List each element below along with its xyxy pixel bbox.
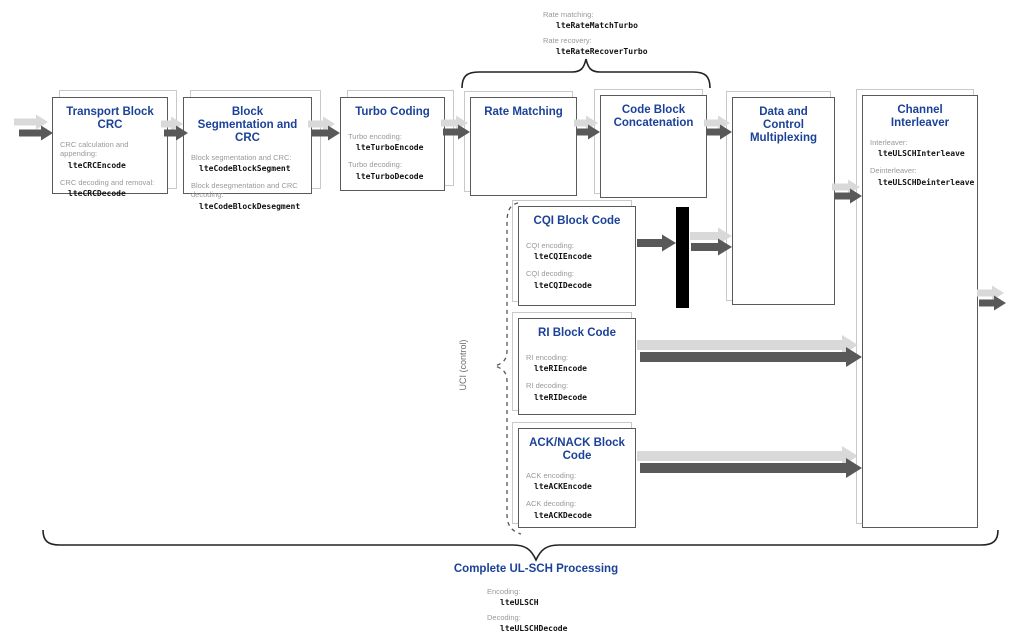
entry-label: Interleaver: <box>870 137 908 147</box>
entry-code: lteACKEncode <box>534 482 592 492</box>
entry-label: Turbo encoding: <box>348 131 402 141</box>
block-ri <box>518 318 636 415</box>
output-arrow-dark <box>979 296 1006 311</box>
block-cqi <box>518 206 636 306</box>
decoding-code: lteULSCHDecode <box>500 623 568 633</box>
block-turbo-coding <box>340 97 445 191</box>
entry-label: CRC decoding and removal: <box>60 177 155 187</box>
block-title: Data and Control Multiplexing <box>749 106 818 144</box>
entry-code: lteTurboDecode <box>356 171 424 181</box>
entry-code: lteCQIEncode <box>534 252 592 262</box>
block-title: Block Segmentation and CRC <box>197 106 298 144</box>
block-title: Rate Matching <box>484 106 563 118</box>
rate-matching-annotation <box>543 10 648 61</box>
entry-code: lteRIEncode <box>534 364 587 374</box>
entry-label: ACK decoding: <box>526 499 577 509</box>
block-title: Code Block Concatenation <box>613 104 694 129</box>
entry-code: lteCRCEncode <box>68 160 126 170</box>
entry-code: lteULSCHInterleave <box>878 149 965 159</box>
output-arrow-light <box>977 286 1004 301</box>
entry-code: lteACKDecode <box>534 510 592 520</box>
block-ack-nack <box>518 428 636 528</box>
rate-recovery-code: lteRateRecoverTurbo <box>556 46 648 56</box>
rate-matching-label: Rate matching: <box>543 10 594 19</box>
cqi-arrow-dark <box>637 235 676 252</box>
block-title: Transport Block CRC <box>66 106 154 131</box>
entry-label: ACK encoding: <box>526 470 577 480</box>
block-transport-crc <box>52 97 168 198</box>
block-code-block-concatenation <box>600 95 707 198</box>
entry-label: Block segmentation and CRC: <box>191 152 292 162</box>
ri-arrow-dark <box>640 347 862 367</box>
block-title: ACK/NACK Block Code <box>529 437 625 462</box>
entry-label: RI decoding: <box>526 381 569 391</box>
entry-code: lteRIDecode <box>534 392 587 402</box>
bottom-brace <box>43 530 998 560</box>
ack-arrow-dark <box>640 458 862 478</box>
block-title: Channel Interleaver <box>890 104 950 129</box>
ri-arrow-light <box>637 335 858 355</box>
complete-ulsch-title: Complete UL-SCH Processing <box>453 563 619 575</box>
entry-label: Block desegmentation and CRC decoding: <box>191 181 298 200</box>
block-title: Turbo Coding <box>355 106 430 118</box>
rate-matching-code: lteRateMatchTurbo <box>556 21 638 30</box>
block-data-control-multiplexing <box>732 97 835 305</box>
ulsch-codes <box>487 587 567 638</box>
encoding-code: lteULSCH <box>500 598 539 607</box>
block-rate-matching <box>470 97 577 196</box>
entry-code: lteCRCDecode <box>68 188 126 198</box>
top-brace <box>462 59 710 88</box>
uci-control-label: UCI (control) <box>458 339 468 391</box>
entry-code: lteCQIDecode <box>534 280 592 290</box>
entry-label: RI encoding: <box>526 352 569 362</box>
block-segmentation-crc <box>183 97 312 211</box>
ack-arrow-light <box>637 446 858 466</box>
block-channel-interleaver <box>862 95 978 528</box>
entry-label: Deinterleaver: <box>870 166 917 176</box>
entry-label: CQI encoding: <box>526 240 574 250</box>
input-arrow-light <box>14 115 48 130</box>
entry-code: lteCodeBlockSegment <box>199 164 291 173</box>
rate-recovery-label: Rate recovery: <box>543 35 592 45</box>
entry-label: CRC calculation and appending: <box>60 139 129 159</box>
entry-label: CQI decoding: <box>526 269 574 279</box>
encoding-label: Encoding: <box>487 587 521 596</box>
entry-code: lteULSCHDeinterleave <box>878 177 975 187</box>
entry-label: Turbo decoding: <box>348 160 402 170</box>
decoding-label: Decoding: <box>487 612 521 622</box>
block-title: RI Block Code <box>538 327 616 339</box>
block-title: CQI Block Code <box>533 215 621 227</box>
entry-code: lteCodeBlockDesegment <box>199 201 301 211</box>
multiplex-bar <box>676 207 689 308</box>
entry-code: lteTurboEncode <box>356 143 424 153</box>
input-arrow-dark <box>19 126 53 141</box>
